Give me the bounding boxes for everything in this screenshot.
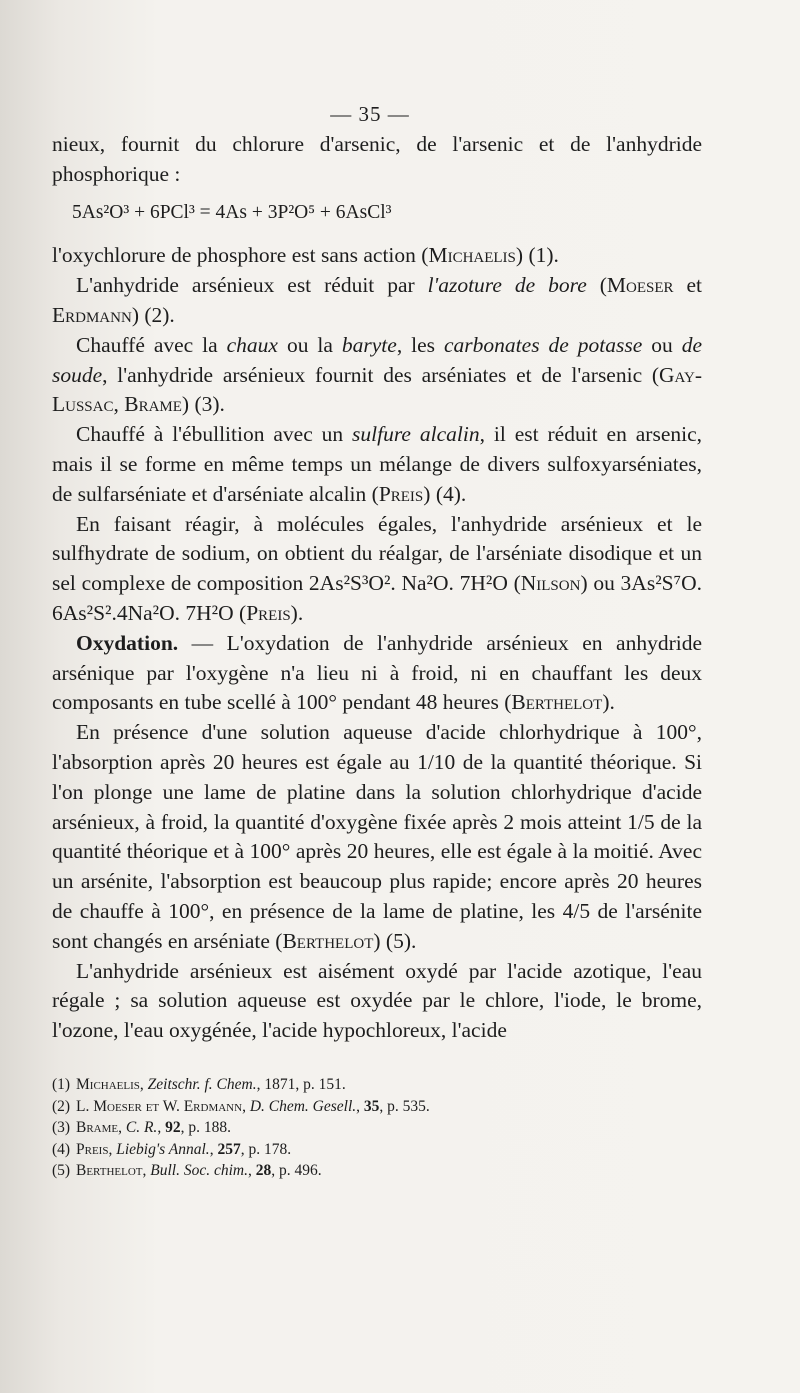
footnote: (2) L. Moeser et W. Erdmann, D. Chem. Gesell., 35, p. 535. (52, 1097, 430, 1115)
footnotes (52, 1074, 692, 1182)
paragraph-4: Chauffé avec la chaux ou la baryte, les carbonates de potasse ou de soude, l'anhydride arsénieux fournit des arséniates et de l'arsenic (Gay-Lussac, Brame) (3). (52, 332, 702, 417)
body-text (52, 130, 702, 1046)
paragraph-1: nieux, fournit du chlorure d'arsenic, de l'arsenic et de l'anhydride phosphorique : (52, 132, 702, 186)
footnote: (4) Preis, Liebig's Annal., 257, p. 178. (52, 1140, 292, 1158)
paragraph-9: L'anhydride arsénieux est aisément oxydé par l'acide azotique, l'eau régale ; sa solution aqueuse est oxydée par le chlore, l'iode, le brome, l'ozone, l'eau oxygénée, l'acide hypochloreux, l'acide (52, 958, 702, 1043)
footnote: (3) Brame, C. R., 92, p. 188. (52, 1119, 231, 1136)
page-number: — 35 — (330, 102, 410, 126)
footnote: (5) Berthelot, Bull. Soc. chim., 28, p. 496. (52, 1162, 322, 1179)
chemical-equation: 5As²O³ + 6PCl³ = 4As + 3P²O⁵ + 6AsCl³ (72, 201, 392, 223)
paragraph-2: l'oxychlorure de phosphore est sans action (Michaelis) (1). (52, 243, 559, 268)
footnote: (1) Michaelis, Zeitschr. f. Chem., 1871, p. 151. (52, 1076, 346, 1093)
section-heading: Oxydation. (76, 630, 179, 655)
paragraph-8: En présence d'une solution aqueuse d'acide chlorhydrique à 100°, l'absorption après 20 heures est égale au 1/10 de la quantité théorique. Si l'on plonge une lame de platine dans la solution chlorhydrique d'acide arsénieux, à froid, la quantité d'oxygène fixée après 2 mois atteint 1/5 de la quantité théorique et à 100° après 20 heures, elle est égale à la moitié. Avec un arsénite, l'absorption est beaucoup plus rapide; encore après 20 heures de chauffe à 100°, en présence de la lame de platine, les 4/5 de l'arsénite sont changés en arséniate (Berthelot) (5). (52, 720, 702, 953)
paragraph-oxydation: Oxydation. — L'oxydation de l'anhydride arsénieux en anhydride arsénique par l'oxygène n'a lieu ni à froid, ni en chauffant les deux composants en tube scellé à 100° pendant 48 heures (Berthelot). (52, 630, 702, 715)
paragraph-3: L'anhydride arsénieux est réduit par l'azoture de bore (Moeser et Erdmann) (2). (52, 273, 702, 327)
paragraph-5: Chauffé à l'ébullition avec un sulfure alcalin, il est réduit en arsenic, mais il se forme en même temps un mélange de divers sulfoxyarséniates, de sulfarséniate et d'arséniate alcalin (Preis) (4). (52, 422, 702, 506)
paragraph-6: En faisant réagir, à molécules égales, l'anhydride arsénieux et le sulfhydrate de sodium, on obtient du réalgar, de l'arséniate disodique et un sel complexe de composition 2As²S³O². Na²O. 7H²O (Nilson) ou 3As²S⁷O. 6As²S².4Na²O. 7H²O (Preis). (52, 511, 702, 625)
